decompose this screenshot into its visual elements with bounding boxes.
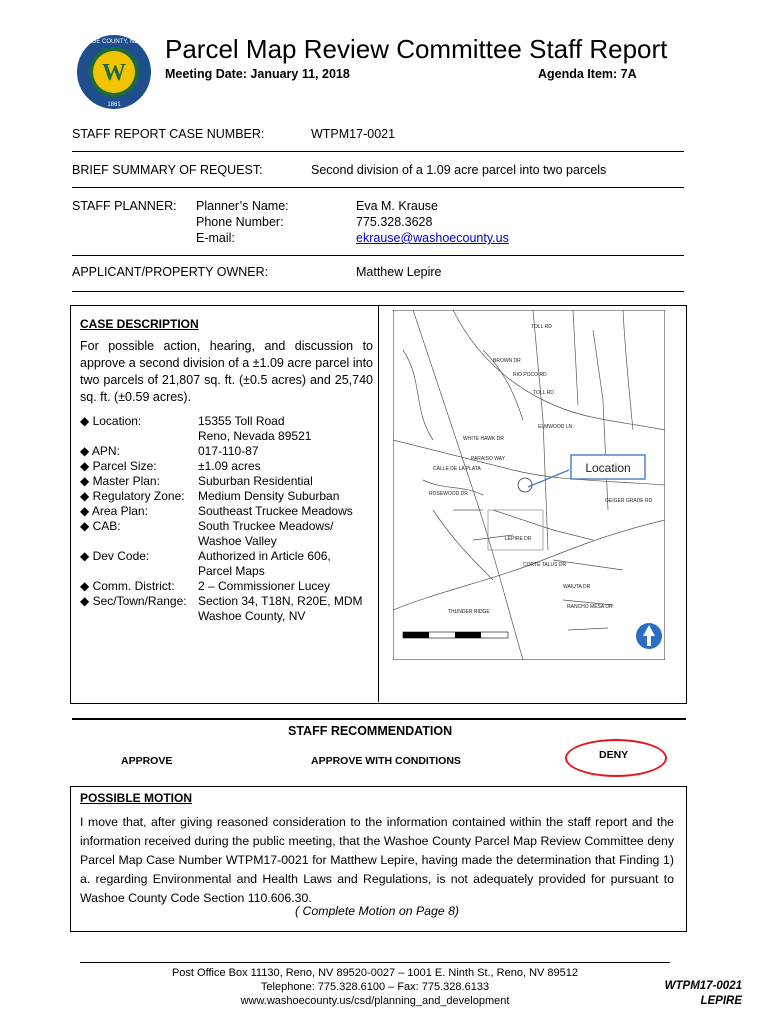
regulatory-zone-label: ◆ Regulatory Zone: bbox=[80, 489, 185, 503]
report-title: Parcel Map Review Committee Staff Report bbox=[165, 34, 668, 64]
map-street-label: CORTE TALUS DR bbox=[523, 562, 567, 568]
vicinity-map bbox=[393, 310, 665, 660]
map-street-label: WHITE HAWK DR bbox=[463, 436, 504, 442]
planner-phone-label: Phone Number: bbox=[196, 215, 284, 229]
divider bbox=[72, 255, 684, 256]
divider bbox=[72, 718, 686, 720]
request-summary: Second division of a 1.09 acre parcel into two parcels bbox=[311, 163, 607, 177]
planner-email-label: E-mail: bbox=[196, 231, 235, 245]
possible-motion-heading: POSSIBLE MOTION bbox=[80, 791, 193, 805]
regulatory-zone-value: Medium Density Suburban bbox=[198, 489, 340, 503]
comm-district-label: ◆ Comm. District: bbox=[80, 579, 175, 593]
map-street-label: TOLL RD bbox=[533, 390, 554, 396]
parcel-size-label: ◆ Parcel Size: bbox=[80, 459, 157, 473]
map-street-label: PARAISO WAY bbox=[471, 456, 506, 462]
owner-label: APPLICANT/PROPERTY OWNER: bbox=[72, 265, 269, 279]
map-scale-bar bbox=[403, 632, 508, 638]
cab-value: South Truckee Meadows/ bbox=[198, 519, 334, 533]
map-street-label: LEPIRE DR bbox=[505, 536, 532, 542]
footer-phone: Telephone: 775.328.6100 – Fax: 775.328.6133 bbox=[260, 981, 490, 993]
map-street-label: ROSEWOOD DR bbox=[429, 491, 468, 497]
case-description-heading: CASE DESCRIPTION bbox=[80, 317, 199, 331]
svg-text:W: W bbox=[102, 60, 126, 86]
box-divider bbox=[378, 305, 379, 702]
map-street-label: CALLE DE LA PLATA bbox=[433, 466, 481, 472]
sec-town-range-line-1: Section 34, T18N, R20E, MDM bbox=[198, 594, 363, 608]
svg-text:WASHOE COUNTY, NEVADA: WASHOE COUNTY, NEVADA bbox=[75, 39, 153, 45]
summary-label: BRIEF SUMMARY OF REQUEST: bbox=[72, 163, 263, 177]
cab-label: ◆ CAB: bbox=[80, 519, 121, 533]
cab-value-line2: Washoe Valley bbox=[198, 534, 277, 548]
map-street-label: TOLL RD bbox=[531, 324, 552, 330]
north-arrow-icon bbox=[636, 623, 662, 649]
agenda-item: Agenda Item: 7A bbox=[538, 67, 637, 81]
footer-divider bbox=[80, 962, 670, 963]
footer-case-id: WTPM17-0021 bbox=[664, 980, 742, 992]
area-plan-value: Southeast Truckee Meadows bbox=[198, 504, 353, 518]
master-plan-value: Suburban Residential bbox=[198, 474, 313, 488]
case-number-label: STAFF REPORT CASE NUMBER: bbox=[72, 127, 265, 141]
divider bbox=[72, 291, 684, 292]
dev-code-line-1: Authorized in Article 606, bbox=[198, 549, 331, 563]
map-street-label: GEIGER GRADE RD bbox=[605, 498, 653, 504]
dev-code-line-2: Parcel Maps bbox=[198, 564, 265, 578]
divider bbox=[72, 151, 684, 152]
location-label: ◆ Location: bbox=[80, 414, 142, 428]
planner-name-label: Planner’s Name: bbox=[196, 199, 289, 213]
county-seal-logo bbox=[75, 33, 153, 111]
meeting-date: Meeting Date: January 11, 2018 bbox=[165, 67, 350, 81]
option-approve: APPROVE bbox=[121, 755, 173, 767]
footer-owner-id: LEPIRE bbox=[700, 995, 742, 1007]
possible-motion-text: I move that, after giving reasoned consideration to the information contained within the staff report and the information received during the public meeting, that the Washoe County Parcel Map Review Committee deny Parcel Map Case Number WTPM17-0021 for Matthew Lepire, having made the determination that Finding 1) a. regarding Environmental and Health Laws and Regulations, is not adequately provided for pursuant to Washoe County Code Section 110.606.30. bbox=[80, 815, 674, 905]
master-plan-label: ◆ Master Plan: bbox=[80, 474, 160, 488]
map-location-callout: Location bbox=[585, 461, 631, 475]
location-line-2: Reno, Nevada 89521 bbox=[198, 429, 312, 443]
sec-town-range-line-2: Washoe County, NV bbox=[198, 609, 306, 623]
option-deny: DENY bbox=[599, 749, 629, 761]
planner-label: STAFF PLANNER: bbox=[72, 199, 177, 213]
footer-website: www.washoecounty.us/csd/planning_and_development bbox=[240, 995, 510, 1007]
option-approve-with-conditions: APPROVE WITH CONDITIONS bbox=[311, 755, 461, 767]
sec-town-range-label: ◆ Sec/Town/Range: bbox=[80, 594, 187, 608]
property-owner: Matthew Lepire bbox=[356, 265, 442, 279]
map-street-label: RANCHO MESA DR bbox=[567, 604, 613, 610]
complete-motion-note: ( Complete Motion on Page 8) bbox=[294, 904, 460, 918]
map-street-label: ELMWOOD LN bbox=[538, 424, 573, 430]
planner-name: Eva M. Krause bbox=[356, 199, 438, 213]
planner-email-link[interactable]: ekrause@washoecounty.us bbox=[356, 231, 509, 245]
apn-value: 017-110-87 bbox=[198, 444, 259, 458]
dev-code-label: ◆ Dev Code: bbox=[80, 549, 150, 563]
apn-label: ◆ APN: bbox=[80, 444, 120, 458]
map-street-label: THUNDER RIDGE bbox=[448, 609, 490, 615]
footer-address: Post Office Box 11130, Reno, NV 89520-0027 – 1001 E. Ninth St., Reno, NV 89512 bbox=[171, 967, 579, 979]
map-street-label: BROWN DR bbox=[493, 358, 521, 364]
comm-district-value: 2 – Commissioner Lucey bbox=[198, 579, 331, 593]
case-number: WTPM17-0021 bbox=[311, 127, 396, 141]
parcel-size-value: ±1.09 acres bbox=[198, 459, 261, 473]
planner-phone: 775.328.3628 bbox=[356, 215, 433, 229]
case-description-text: For possible action, hearing, and discussion to approve a second division of a ±1.09 acre parcel into two parcels of 21,807 sq. ft. (±0.5 acres) and 25,740 sq. ft. (±0.59 acres). bbox=[80, 339, 373, 404]
svg-text:1861: 1861 bbox=[107, 102, 121, 108]
map-street-label: RIO POCO RD bbox=[513, 372, 547, 378]
area-plan-label: ◆ Area Plan: bbox=[80, 504, 148, 518]
staff-recommendation-heading: STAFF RECOMMENDATION bbox=[288, 724, 453, 738]
divider bbox=[72, 187, 684, 188]
map-street-label: WAIUTA DR bbox=[563, 584, 591, 590]
location-line-1: 15355 Toll Road bbox=[198, 414, 285, 428]
